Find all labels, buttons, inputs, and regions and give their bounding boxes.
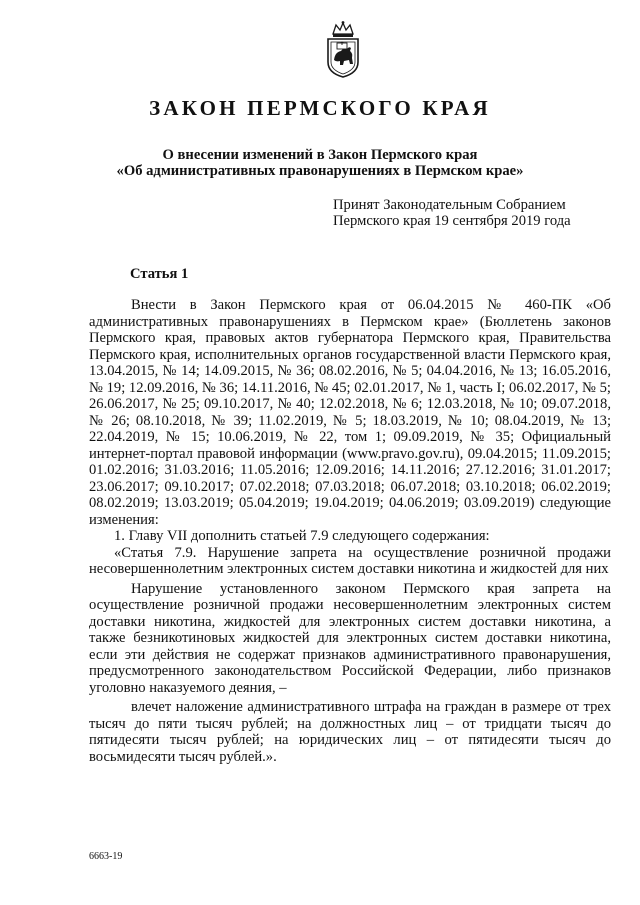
law-title: ЗАКОН ПЕРМСКОГО КРАЯ (149, 96, 491, 120)
document-ref-number: 6663-19 (89, 851, 123, 862)
coat-of-arms-icon (324, 20, 362, 78)
paragraph: Внести в Закон Пермского края от 06.04.2015 № 460-ПК «Об административных правонарушениях в Пермском крае» (Бюллетень законов Пермского края, правовых актов губернатора Пермского края, Правительства Пермского края, исполнительных органов государственной власти Пермского края, 13.04.2015, № 14; 14.09.2015, № 36; 08.02.2016, № 5; 04.04.2016, № 13; 16.05.2016, № 19; 12.09.2016, № 36; 14.11.2016, № 45; 02.01.2017, № 1, часть I; 06.02.2017, № 5; 26.06.2017, № 25; 09.10.2017, № 40; 12.02.2018, № 6; 12.03.2018, № 10; 09.07.2018, № 26; 08.10.2018, № 39; 11.02.2019, № 5; 18.03.2019, № 10; 08.04.2019, № 13; 22.04.2019, № 15; 10.06.2019, № 22, том 1; 09.09.2019, № 35; Официальный интернет-портал правовой информации (www.pravo.gov.ru), 09.04.2015; 11.09.2015; 01.02.2016; 31.03.2016; 11.05.2016; 12.09.2016; 14.11.2016; 27.12.2016; 31.01.2017; 23.06.2017; 09.10.2017; 07.02.2018; 07.03.2018; 06.07.2018; 03.10.2018; 06.02.2019; 08.02.2019; 13.03.2019; 05.04.2019; 19.04.2019; 04.06.2019; 03.09.2019) следующие изменения: (89, 297, 611, 528)
law-subtitle (0, 147, 640, 179)
article-heading: Статья 1 (130, 266, 189, 282)
subtitle-line: О внесении изменений в Закон Пермского края (162, 147, 478, 163)
adoption-note (333, 197, 633, 229)
paragraph: влечет наложение административного штрафа на граждан в размере от трех тысяч до пяти тысяч рублей; на должностных лиц – от тридцати тысяч до пятидесяти тысяч рублей; на юридических лиц – от пятидесяти тысяч до восьмидесяти тысяч рублей.». (89, 699, 611, 765)
article-body (89, 297, 611, 765)
paragraph: 1. Главу VII дополнить статьей 7.9 следующего содержания: (114, 528, 490, 544)
subtitle-line: «Об административных правонарушениях в Пермском крае» (116, 163, 524, 179)
adoption-line: Пермского края 19 сентября 2019 года (333, 213, 571, 229)
paragraph: Нарушение установленного законом Пермского края запрета на осуществление розничной продажи несовершеннолетним электронных систем доставки никотина, жидкостей для электронных систем доставки никотина, а также безникотиновых жидкостей для электронных систем доставки никотина, если эти действия не содержат признаков административного правонарушения, предусмотренного законодательством Российской Федерации, либо признаков уголовно наказуемого деяния, – (89, 580, 611, 696)
adoption-line: Принят Законодательным Собранием (333, 197, 566, 213)
paragraph: «Статья 7.9. Нарушение запрета на осуществление розничной продажи несовершеннолетним электронных систем доставки никотина и жидкостей для них (89, 544, 611, 577)
